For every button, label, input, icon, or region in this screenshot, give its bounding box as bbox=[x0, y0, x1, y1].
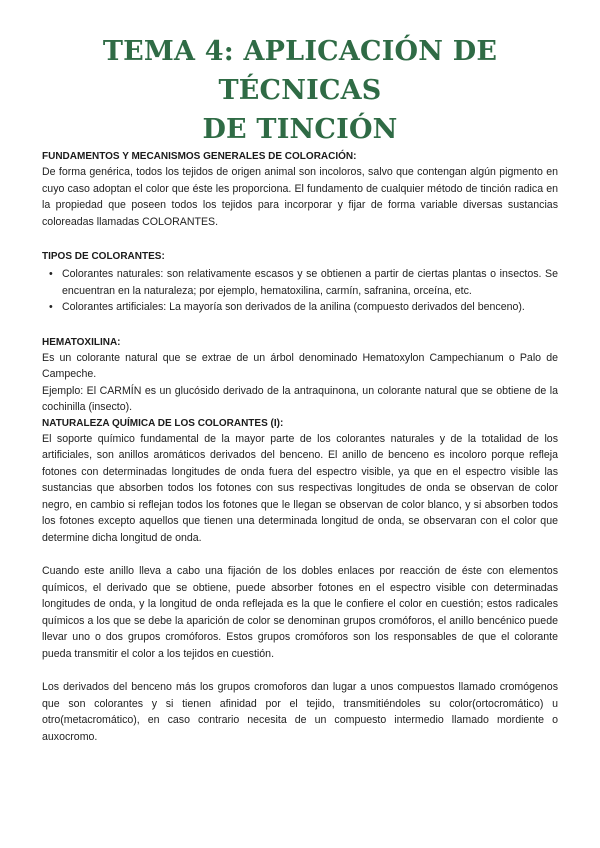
section-heading-tipos: TIPOS DE COLORANTES: bbox=[42, 251, 165, 262]
section-heading-hematoxilina: HEMATOXILINA: bbox=[42, 336, 121, 348]
paragraph-naturaleza-1: El soporte químico fundamental de la mayor parte de los colorantes naturales y de la totalidad de los artificiales, son anillos aromáticos derivados del benceno. El anillo de benceno es incoloro porque refleja fotones con determinadas longitudes de onda fuera del espectro visible, ya que en el espectro visible las sustancias que absorben todos los fotones con sus respectivas longitudes de onda se observan de color negro, en cambio si reflejan todos los fotones que le llegan se observan de color blanco, y si absorben todos los fotones excepto aquellos que tienen una determinada longitud de onda, se observaran con el color que determine dicha longitud de onda. bbox=[42, 432, 558, 544]
paragraph-ejemplo-carmin: Ejemplo: El CARMÍN es un glucósido derivado de la antraquinona, un colorante natural que se obtiene de la cochinilla (insecto). bbox=[42, 384, 558, 413]
list-item bbox=[42, 299, 558, 316]
paragraph-hematoxilina: Es un colorante natural que se extrae de un árbol denominado Hematoxylon Campechianum o Palo de Campeche. bbox=[42, 351, 558, 380]
bullet-icon: • bbox=[49, 268, 53, 280]
page-title bbox=[42, 32, 558, 149]
section-fundamentos bbox=[42, 149, 558, 230]
paragraph-fundamentos: De forma genérica, todos los tejidos de origen animal son incoloros, salvo que contengan algún pigmento en cuyo caso adoptan el color que éste les proporciona. El fundamento de cualquier método de tinción radica en la propiedad que poseen todos los tejidos para incorporar y fijar de forma variable diversas sustancias coloreadas llamadas COLORANTES. bbox=[42, 166, 558, 228]
list-item-text: Colorantes naturales: son relativamente escasos y se obtienen a partir de ciertas plantas o insectos. Se encuentran en la naturaleza; por ejemplo, hematoxilina, carmín, safranina, orceína, etc. bbox=[62, 268, 558, 297]
section-heading-fundamentos: FUNDAMENTOS Y MECANISMOS GENERALES DE COLORACIÓN: bbox=[42, 151, 357, 162]
page-title-line-1: TEMA 4: APLICACIÓN DE TÉCNICAS bbox=[102, 36, 498, 106]
section-naturaleza-quimica bbox=[42, 416, 558, 746]
list-item bbox=[42, 266, 558, 299]
paragraph-naturaleza-2: Cuando este anillo lleva a cabo una fijación de los dobles enlaces por reacción de éste con elementos químicos, el derivado que se obtiene, puede absorber fotones en el espectro visible con determinadas longitudes de onda, y la longitud de onda reflejada es la que le confiere el color en cuestión; estos radicales químicos a los que se debe la aparición de color se denominan grupos cromóforos, el anillo bencénico puede llevar uno o dos grupos cromóforos. Estos grupos cromóforos son los responsables de que el colorante pueda transmitir el color a los tejidos en cuestión. bbox=[42, 565, 558, 660]
page-title-line-2: DE TINCIÓN bbox=[202, 114, 398, 145]
section-hematoxilina bbox=[42, 335, 558, 416]
paragraph-naturaleza-3: Los derivados del benceno más los grupos cromoforos dan lugar a unos compuestos llamado cromógenos que son colorantes y si tienen afinidad por el tejido, transmitiéndoles su color(ortocromático) u otro(metacromático), en caso contrario necesita de un compuesto intermedio llamado mordiente o auxocromo. bbox=[42, 681, 558, 743]
section-tipos bbox=[42, 249, 558, 316]
section-heading-naturaleza: NATURALEZA QUÍMICA DE LOS COLORANTES (I): bbox=[42, 417, 284, 429]
bullet-icon: • bbox=[49, 301, 53, 313]
list-item-text: Colorantes artificiales: La mayoría son derivados de la anilina (compuesto derivados del benceno). bbox=[62, 301, 525, 313]
colorant-types-list bbox=[42, 266, 558, 316]
